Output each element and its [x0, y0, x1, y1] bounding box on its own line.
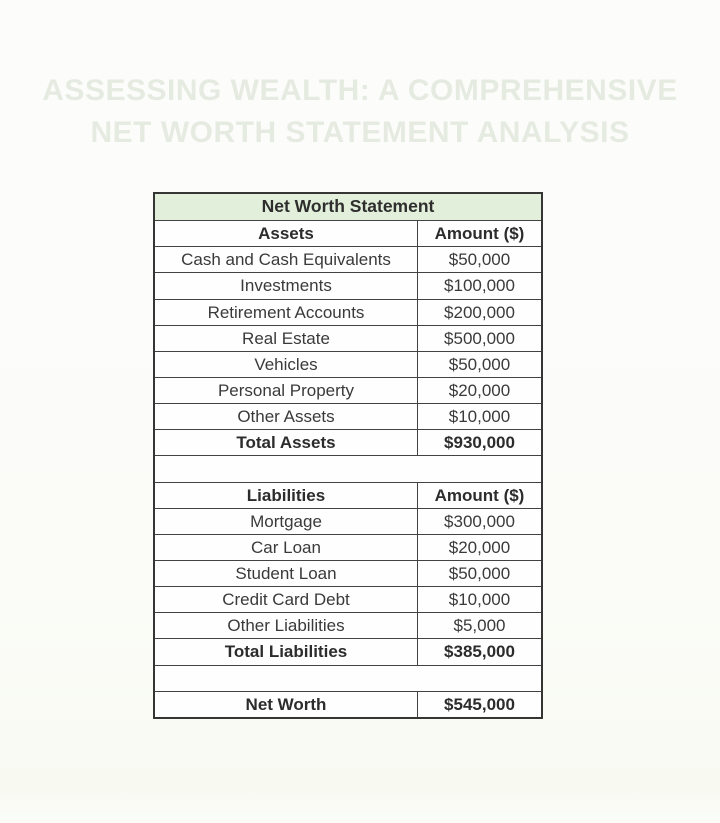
table-row — [155, 377, 541, 403]
table-row — [155, 325, 541, 351]
spacer-row — [155, 665, 541, 691]
total-liabilities-row — [155, 638, 541, 664]
net-worth-label: Net Worth — [155, 692, 418, 717]
table-row — [155, 246, 541, 272]
asset-amount-cell: $10,000 — [448, 407, 511, 427]
liability-label-cell: Credit Card Debt — [155, 587, 418, 612]
table-row — [155, 351, 541, 377]
asset-label-cell: Cash and Cash Equivalents — [155, 247, 418, 272]
asset-label-cell: Vehicles — [155, 352, 418, 377]
net-worth-amount: $545,000 — [444, 694, 515, 714]
asset-amount-cell: $200,000 — [444, 302, 515, 322]
spacer-cell — [155, 456, 541, 481]
total-liabilities-amount: $385,000 — [444, 642, 515, 662]
table-row — [155, 586, 541, 612]
assets-header-amount: Amount ($) — [434, 224, 525, 244]
spacer-cell — [155, 666, 541, 691]
total-assets-label: Total Assets — [155, 430, 418, 455]
liability-label-cell: Mortgage — [155, 509, 418, 534]
liabilities-header-row — [155, 482, 541, 508]
asset-label-cell: Retirement Accounts — [155, 300, 418, 325]
table-title-row — [155, 194, 541, 220]
asset-label-cell: Investments — [155, 273, 418, 298]
page-title-line2: NET WORTH STATEMENT ANALYSIS — [90, 116, 630, 149]
liability-amount-cell: $10,000 — [448, 590, 511, 610]
liabilities-header-label: Liabilities — [155, 483, 418, 508]
liability-label-cell: Student Loan — [155, 561, 418, 586]
assets-header-label: Assets — [155, 221, 418, 246]
table-row — [155, 299, 541, 325]
asset-label-cell: Personal Property — [155, 378, 418, 403]
table-row — [155, 403, 541, 429]
asset-amount-cell: $50,000 — [448, 250, 511, 270]
asset-amount-cell: $50,000 — [448, 354, 511, 374]
liabilities-header-amount: Amount ($) — [434, 485, 525, 505]
liability-amount-cell: $5,000 — [453, 616, 506, 636]
liability-label-cell: Car Loan — [155, 535, 418, 560]
table-row — [155, 272, 541, 298]
total-assets-row — [155, 429, 541, 455]
asset-label-cell: Other Assets — [155, 404, 418, 429]
assets-header-row — [155, 220, 541, 246]
liability-amount-cell: $20,000 — [448, 537, 511, 557]
page-title-line1: ASSESSING WEALTH: A COMPREHENSIVE — [42, 74, 678, 107]
asset-amount-cell: $500,000 — [444, 328, 515, 348]
liability-label-cell: Other Liabilities — [155, 613, 418, 638]
spacer-row — [155, 455, 541, 481]
net-worth-row — [155, 691, 541, 717]
table-row — [155, 560, 541, 586]
liability-amount-cell: $300,000 — [444, 511, 515, 531]
page-title — [0, 70, 720, 154]
asset-amount-cell: $20,000 — [448, 381, 511, 401]
liability-amount-cell: $50,000 — [448, 564, 511, 584]
table-row — [155, 534, 541, 560]
total-assets-amount: $930,000 — [444, 433, 515, 453]
total-liabilities-label: Total Liabilities — [155, 639, 418, 664]
table-row — [155, 612, 541, 638]
asset-amount-cell: $100,000 — [444, 276, 515, 296]
table-row — [155, 508, 541, 534]
asset-label-cell: Real Estate — [155, 326, 418, 351]
table-title: Net Worth Statement — [261, 196, 435, 217]
net-worth-table — [153, 192, 543, 719]
